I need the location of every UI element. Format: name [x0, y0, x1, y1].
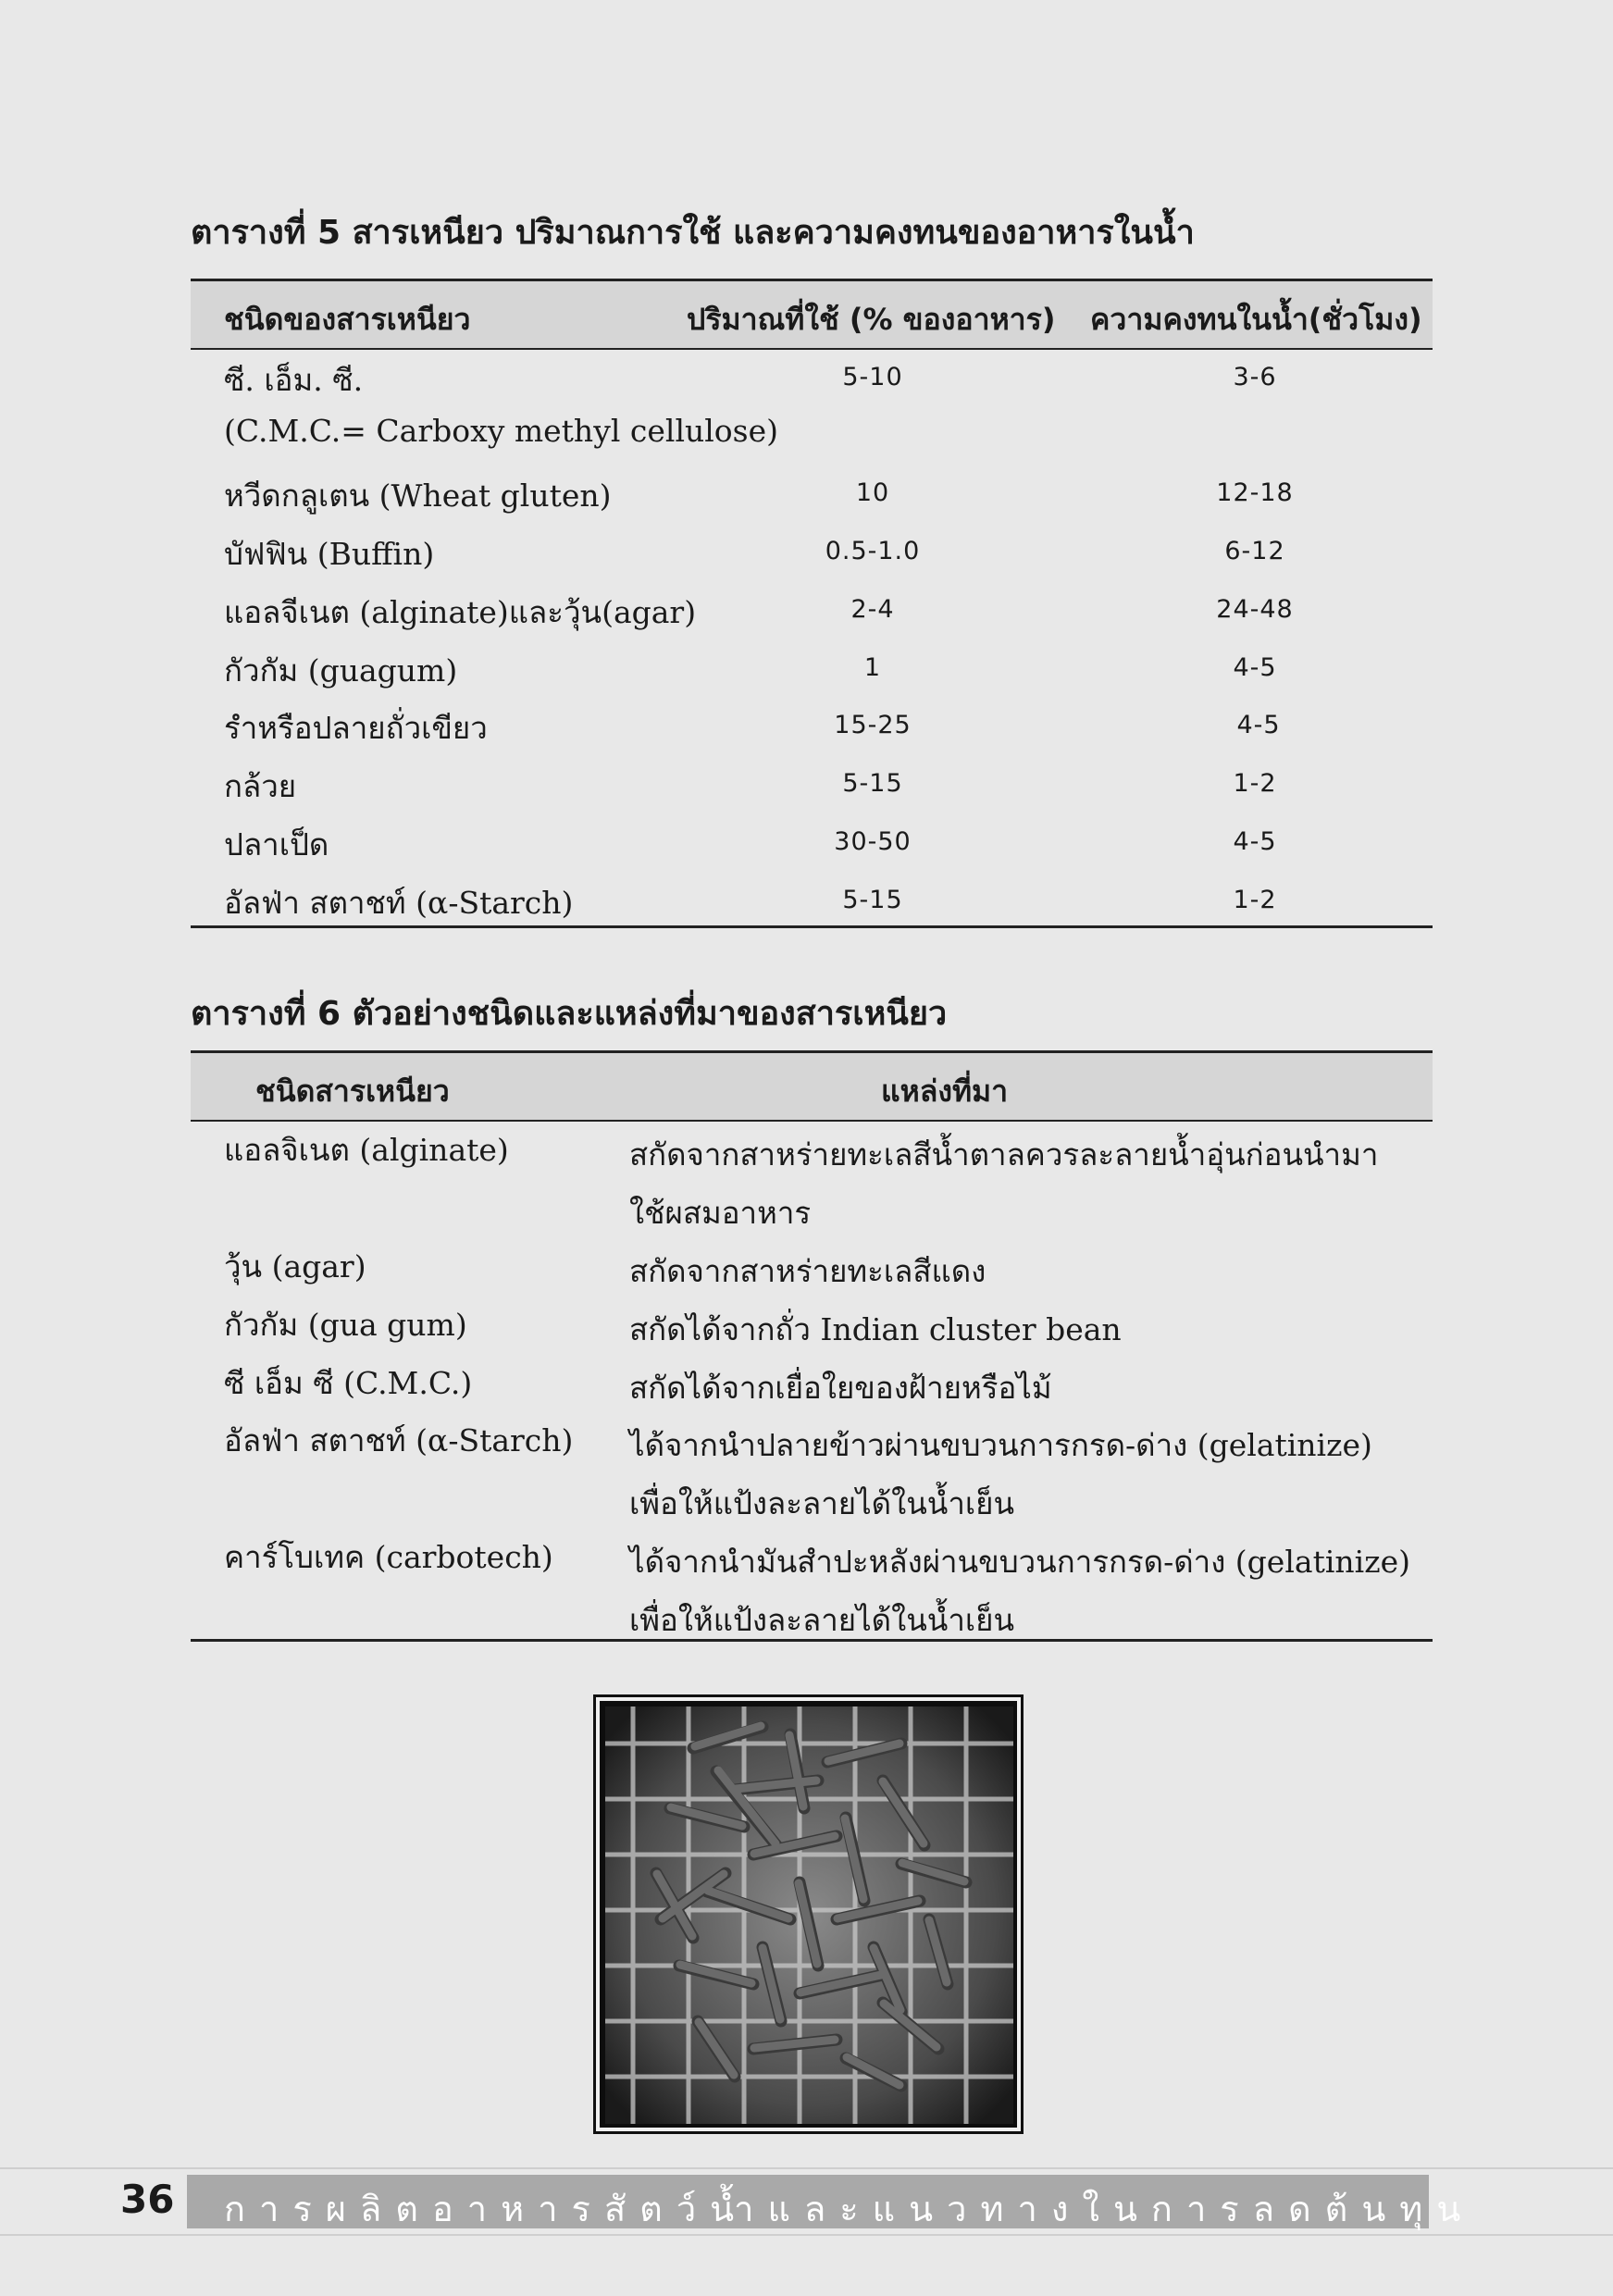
- row-amount: 1: [863, 653, 882, 682]
- table5-row: [191, 640, 1433, 698]
- table5-bottom-rule: [191, 925, 1433, 928]
- book-title: การผลิตอาหารสัตว์น้ำและแนวทางในการลดต้นทุน: [224, 2189, 1475, 2229]
- row-amount: 30-50: [834, 827, 912, 856]
- row-name: กัวกัม (gua gum): [224, 1307, 467, 1343]
- row-amount: 15-25: [834, 711, 912, 739]
- row-durability: 4-5: [1233, 827, 1277, 856]
- row-source: [629, 1300, 1444, 1359]
- source-line: สกัดได้จากเยื่อใยของฝ้ายหรือไม้: [629, 1370, 1052, 1406]
- row-source: [629, 1533, 1444, 1649]
- row-amount: 5-15: [842, 886, 903, 914]
- table5-row: [191, 582, 1433, 639]
- row-source: [629, 1242, 1444, 1300]
- row-durability: 24-48: [1216, 595, 1294, 624]
- row-durability: 1-2: [1233, 769, 1277, 798]
- row-durability: 1-2: [1233, 886, 1277, 914]
- footer-top-line: [0, 2167, 1613, 2169]
- row-amount: 0.5-1.0: [825, 537, 921, 565]
- footer-title-bar: [187, 2175, 1475, 2229]
- table5-row: [191, 350, 1433, 407]
- table5-header-durability: ความคงทนในน้ำ(ชั่วโมง): [1090, 302, 1422, 337]
- source-line: สกัดจากสาหร่ายทะเลสีน้ำตาลควรละลายน้ำอุ่นก่อนนำมา: [629, 1136, 1379, 1173]
- table5-caption: ตารางที่ 5 สารเหนียว ปริมาณการใช้ และความคงทนของอาหารในน้ำ: [191, 214, 1195, 252]
- row-amount: 5-15: [842, 769, 903, 798]
- row-name: อัลฟ่า สตาชท์ (α-Starch): [224, 885, 574, 921]
- table6-bottom-rule: [191, 1639, 1433, 1642]
- page-number: 36: [120, 2177, 175, 2222]
- source-line: ใช้ผสมอาหาร: [629, 1195, 812, 1231]
- table5-row: [191, 465, 1433, 523]
- table6-header-name: ชนิดสารเหนียว: [255, 1074, 450, 1109]
- row-name: กล้วย: [224, 768, 297, 804]
- row-name: หวีดกลูเตน (Wheat gluten): [224, 478, 612, 514]
- row-amount: 10: [855, 478, 890, 507]
- row-durability: 6-12: [1224, 537, 1285, 565]
- source-line: ได้จากนำมันสำปะหลังผ่านขบวนการกรด-ด่าง (gelatinize): [629, 1544, 1410, 1580]
- row-name: คาร์โบเทค (carbotech): [224, 1539, 553, 1575]
- table6-header-source: แหล่งที่มา: [881, 1074, 1009, 1109]
- row-durability: 4-5: [1236, 711, 1281, 739]
- table5-header-name: ชนิดของสารเหนียว: [224, 302, 471, 337]
- table5-row: [191, 756, 1433, 813]
- table5-row: [191, 407, 1433, 465]
- table5-row: [191, 873, 1433, 930]
- feed-pellets-image: [605, 1706, 1013, 2124]
- row-source: [629, 1359, 1444, 1417]
- table6-caption: ตารางที่ 6 ตัวอย่างชนิดและแหล่งที่มาของสารเหนียว: [191, 995, 948, 1033]
- row-name: แอลจิเนต (alginate): [224, 1132, 509, 1168]
- row-name: อัลฟ่า สตาชท์ (α-Starch): [224, 1422, 574, 1458]
- row-name: ซี. เอ็ม. ซี.: [224, 362, 364, 398]
- table5-header-amount: ปริมาณที่ใช้ (% ของอาหาร): [687, 302, 1056, 337]
- row-durability: 3-6: [1233, 363, 1277, 391]
- row-name: วุ้น (agar): [224, 1248, 366, 1285]
- source-line: สกัดจากสาหร่ายทะเลสีแดง: [629, 1253, 986, 1289]
- row-name: บัฟฟิน (Buffin): [224, 536, 435, 572]
- source-line: เพื่อให้แป้งละลายได้ในน้ำเย็น: [629, 1485, 1015, 1521]
- row-source: [629, 1416, 1444, 1533]
- footer-bottom-line: [0, 2234, 1613, 2236]
- row-amount: 5-10: [842, 363, 903, 391]
- source-line: สกัดได้จากถั่ว Indian cluster bean: [629, 1311, 1122, 1347]
- row-name: ปลาเป็ด: [224, 826, 329, 863]
- table6-header: [191, 1053, 1433, 1120]
- source-line: เพื่อให้แป้งละลายได้ในน้ำเย็น: [629, 1602, 1015, 1638]
- row-name: แอลจีเนต (alginate)และวุ้น(agar): [224, 594, 697, 630]
- row-durability: 12-18: [1216, 478, 1294, 507]
- row-name: ซี เอ็ม ซี (C.M.C.): [224, 1365, 473, 1401]
- table6-header-rule: [191, 1120, 1433, 1122]
- row-source: [629, 1125, 1444, 1242]
- row-name: กัวกัม (guagum): [224, 652, 458, 689]
- table5-header: [191, 281, 1433, 348]
- table5-row: [191, 698, 1433, 755]
- table5-row: [191, 524, 1433, 581]
- row-name: รำหรือปลายถั่วเขียว: [224, 710, 488, 746]
- row-name: (C.M.C.= Carboxy methyl cellulose): [224, 413, 779, 449]
- row-durability: 4-5: [1233, 653, 1277, 682]
- table5-row: [191, 814, 1433, 872]
- row-amount: 2-4: [850, 595, 895, 624]
- feed-pellets-photo: [596, 1697, 1021, 2131]
- source-line: ได้จากนำปลายข้าวผ่านขบวนการกรด-ด่าง (gelatinize): [629, 1427, 1372, 1463]
